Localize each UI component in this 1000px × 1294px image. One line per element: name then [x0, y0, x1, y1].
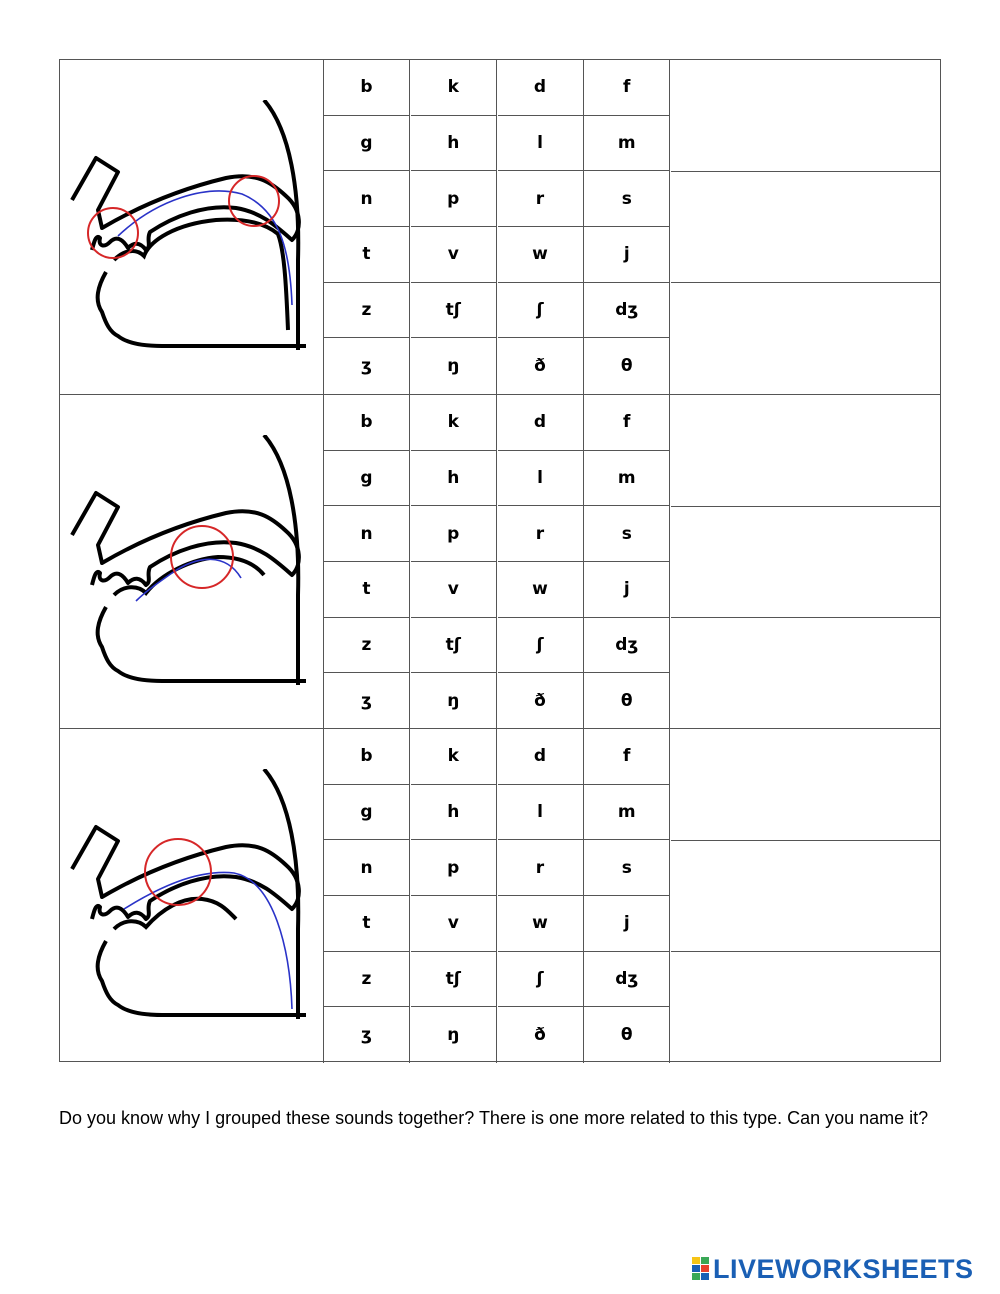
- answer-box[interactable]: [671, 60, 940, 171]
- jaw-outline: [98, 941, 306, 1015]
- symbol-cell[interactable]: tʃ: [411, 283, 497, 339]
- symbol-cell[interactable]: r: [498, 506, 584, 562]
- symbol-cell[interactable]: f: [584, 729, 670, 785]
- symbol-cell[interactable]: t: [324, 896, 410, 952]
- tongue-outline: [114, 220, 288, 330]
- symbol-cell[interactable]: v: [411, 227, 497, 283]
- symbol-cell[interactable]: l: [498, 785, 584, 841]
- symbol-cell[interactable]: z: [324, 952, 410, 1008]
- symbol-cell[interactable]: ʃ: [498, 952, 584, 1008]
- symbol-cell[interactable]: d: [498, 60, 584, 116]
- symbol-cell[interactable]: ʒ: [324, 673, 410, 729]
- mouth-cross-section-diagram: [66, 100, 316, 352]
- throat-outline: [264, 100, 298, 350]
- throat-outline: [264, 769, 298, 1019]
- mouth-diagram-cell: [60, 729, 324, 1063]
- symbol-cell[interactable]: k: [411, 729, 497, 785]
- symbol-cell[interactable]: f: [584, 60, 670, 116]
- sound-block-3: [60, 728, 940, 1063]
- symbol-cell[interactable]: j: [584, 562, 670, 618]
- question-text: Do you know why I grouped these sounds together? There is one more related to this type. Can you name it?: [59, 1108, 929, 1128]
- symbol-cell[interactable]: s: [584, 506, 670, 562]
- symbol-cell[interactable]: k: [411, 60, 497, 116]
- sound-block-1: [60, 60, 940, 394]
- symbol-cell[interactable]: v: [411, 896, 497, 952]
- symbol-grid: [324, 729, 671, 1063]
- highlight-circle: [88, 208, 138, 258]
- symbol-cell[interactable]: s: [584, 840, 670, 896]
- symbol-cell[interactable]: n: [324, 840, 410, 896]
- symbol-cell[interactable]: m: [584, 785, 670, 841]
- symbol-cell[interactable]: k: [411, 395, 497, 451]
- answer-column: [671, 60, 940, 394]
- symbol-cell[interactable]: θ: [584, 673, 670, 729]
- symbol-cell[interactable]: ŋ: [411, 673, 497, 729]
- symbol-cell[interactable]: d: [498, 395, 584, 451]
- symbol-cell[interactable]: ð: [498, 338, 584, 394]
- liveworksheets-logo: [692, 1253, 974, 1285]
- symbol-cell[interactable]: d: [498, 729, 584, 785]
- mouth-diagram-cell: [60, 395, 324, 729]
- answer-box[interactable]: [671, 282, 940, 393]
- symbol-cell[interactable]: f: [584, 395, 670, 451]
- symbol-cell[interactable]: n: [324, 171, 410, 227]
- jaw-outline: [98, 607, 306, 681]
- logo-text: LIVEWORKSHEETS: [713, 1253, 974, 1284]
- symbol-cell[interactable]: r: [498, 171, 584, 227]
- symbol-cell[interactable]: l: [498, 451, 584, 507]
- symbol-grid: [324, 60, 671, 394]
- airflow-arrow: [124, 872, 292, 1009]
- symbol-cell[interactable]: dʒ: [584, 283, 670, 339]
- symbol-cell[interactable]: b: [324, 395, 410, 451]
- symbol-cell[interactable]: ð: [498, 1007, 584, 1063]
- symbol-cell[interactable]: θ: [584, 1007, 670, 1063]
- symbol-cell[interactable]: m: [584, 116, 670, 172]
- symbol-cell[interactable]: l: [498, 116, 584, 172]
- answer-box[interactable]: [671, 840, 940, 951]
- symbol-cell[interactable]: h: [411, 785, 497, 841]
- answer-box[interactable]: [671, 729, 940, 840]
- symbol-cell[interactable]: p: [411, 506, 497, 562]
- symbol-cell[interactable]: j: [584, 896, 670, 952]
- symbol-cell[interactable]: b: [324, 729, 410, 785]
- symbol-cell[interactable]: s: [584, 171, 670, 227]
- answer-column: [671, 729, 940, 1063]
- mouth-diagram-cell: [60, 60, 324, 394]
- symbol-cell[interactable]: t: [324, 562, 410, 618]
- symbol-cell[interactable]: θ: [584, 338, 670, 394]
- symbol-cell[interactable]: ʒ: [324, 1007, 410, 1063]
- tongue-outline: [114, 557, 264, 595]
- symbol-cell[interactable]: ð: [498, 673, 584, 729]
- symbol-cell[interactable]: h: [411, 451, 497, 507]
- sound-table: [59, 59, 941, 1062]
- symbol-cell[interactable]: tʃ: [411, 952, 497, 1008]
- symbol-cell[interactable]: p: [411, 840, 497, 896]
- symbol-cell[interactable]: h: [411, 116, 497, 172]
- head-outline: [72, 493, 299, 585]
- answer-box[interactable]: [671, 395, 940, 506]
- mouth-cross-section-diagram: [66, 769, 316, 1021]
- symbol-grid: [324, 395, 671, 729]
- answer-column: [671, 395, 940, 729]
- mouth-cross-section-diagram: [66, 435, 316, 687]
- symbol-cell[interactable]: w: [498, 896, 584, 952]
- symbol-cell[interactable]: ʃ: [498, 618, 584, 674]
- symbol-cell[interactable]: t: [324, 227, 410, 283]
- symbol-cell[interactable]: z: [324, 283, 410, 339]
- jaw-outline: [98, 272, 306, 346]
- symbol-cell[interactable]: dʒ: [584, 952, 670, 1008]
- symbol-cell[interactable]: v: [411, 562, 497, 618]
- symbol-cell[interactable]: g: [324, 451, 410, 507]
- symbol-cell[interactable]: ŋ: [411, 338, 497, 394]
- symbol-cell[interactable]: r: [498, 840, 584, 896]
- symbol-cell[interactable]: ʃ: [498, 283, 584, 339]
- answer-box[interactable]: [671, 171, 940, 282]
- symbol-cell[interactable]: dʒ: [584, 618, 670, 674]
- symbol-cell[interactable]: p: [411, 171, 497, 227]
- symbol-cell[interactable]: w: [498, 562, 584, 618]
- answer-box[interactable]: [671, 617, 940, 728]
- symbol-cell[interactable]: ŋ: [411, 1007, 497, 1063]
- symbol-cell[interactable]: g: [324, 785, 410, 841]
- symbol-cell[interactable]: m: [584, 451, 670, 507]
- head-outline: [72, 158, 299, 250]
- symbol-cell[interactable]: ʒ: [324, 338, 410, 394]
- symbol-cell[interactable]: z: [324, 618, 410, 674]
- answer-box[interactable]: [671, 951, 940, 1062]
- symbol-cell[interactable]: j: [584, 227, 670, 283]
- symbol-cell[interactable]: n: [324, 506, 410, 562]
- throat-outline: [264, 435, 298, 685]
- symbol-cell[interactable]: w: [498, 227, 584, 283]
- logo-icon: [692, 1257, 710, 1281]
- answer-box[interactable]: [671, 506, 940, 617]
- sound-block-2: [60, 394, 940, 729]
- symbol-cell[interactable]: g: [324, 116, 410, 172]
- symbol-cell[interactable]: tʃ: [411, 618, 497, 674]
- symbol-cell[interactable]: b: [324, 60, 410, 116]
